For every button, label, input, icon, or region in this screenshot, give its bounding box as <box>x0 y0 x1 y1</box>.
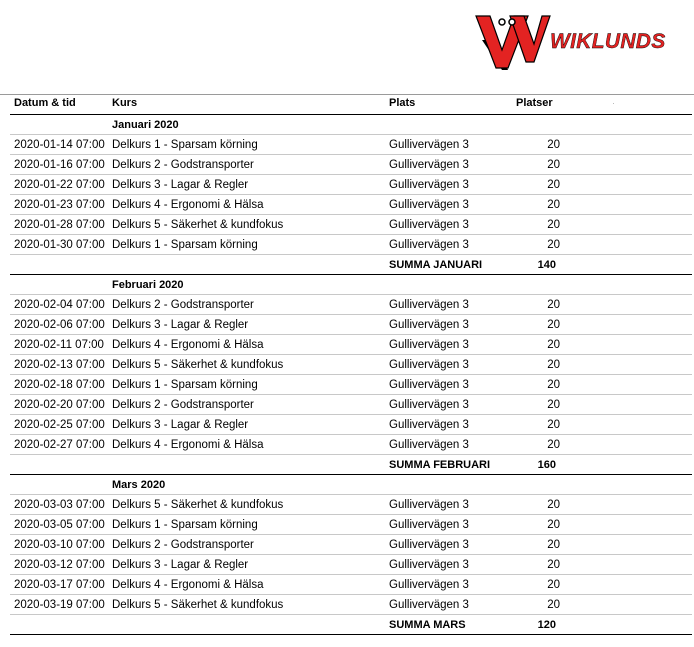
stray-mark <box>613 103 614 104</box>
table-row <box>10 595 692 615</box>
table-header-row <box>10 95 692 115</box>
row-place: Gullivervägen 3 <box>389 179 469 191</box>
table-row <box>10 335 692 355</box>
table-row <box>10 495 692 515</box>
month-title-row <box>10 475 692 495</box>
table-row <box>10 575 692 595</box>
row-date: 2020-03-10 07:00 <box>14 539 105 551</box>
row-place: Gullivervägen 3 <box>389 419 469 431</box>
row-seats: 20 <box>547 179 560 191</box>
table-row <box>10 215 692 235</box>
brand-name: WIKLUNDS <box>550 30 666 53</box>
header-seats: Platser <box>516 97 553 109</box>
row-course: Delkurs 5 - Säkerhet & kundfokus <box>112 599 284 611</box>
row-place: Gullivervägen 3 <box>389 579 469 591</box>
table-row <box>10 375 692 395</box>
row-course: Delkurs 3 - Lagar & Regler <box>112 419 249 431</box>
row-date: 2020-01-16 07:00 <box>14 159 105 171</box>
row-date: 2020-02-18 07:00 <box>14 379 105 391</box>
row-seats: 20 <box>547 539 560 551</box>
month-sum-value: 120 <box>537 619 556 631</box>
month-title-row <box>10 115 692 135</box>
row-seats: 20 <box>547 299 560 311</box>
row-course: Delkurs 1 - Sparsam körning <box>112 139 258 151</box>
table-row <box>10 415 692 435</box>
row-place: Gullivervägen 3 <box>389 599 469 611</box>
row-course: Delkurs 4 - Ergonomi & Hälsa <box>112 339 264 351</box>
table-row <box>10 435 692 455</box>
month-sum-row <box>10 255 692 275</box>
course-schedule-table <box>10 95 692 635</box>
row-date: 2020-01-30 07:00 <box>14 239 105 251</box>
month-title: Januari 2020 <box>112 119 179 131</box>
table-row <box>10 135 692 155</box>
row-course: Delkurs 3 - Lagar & Regler <box>112 319 249 331</box>
month-title: Februari 2020 <box>112 279 184 291</box>
month-sum-label: SUMMA MARS <box>389 619 466 631</box>
table-row <box>10 195 692 215</box>
table-row <box>10 295 692 315</box>
row-seats: 20 <box>547 599 560 611</box>
row-course: Delkurs 4 - Ergonomi & Hälsa <box>112 439 264 451</box>
table-row <box>10 535 692 555</box>
month-sum-value: 160 <box>537 459 556 471</box>
month-sum-label: SUMMA FEBRUARI <box>389 459 491 471</box>
row-course: Delkurs 2 - Godstransporter <box>112 159 254 171</box>
table-row <box>10 155 692 175</box>
table-row <box>10 355 692 375</box>
row-date: 2020-03-05 07:00 <box>14 519 105 531</box>
row-date: 2020-01-22 07:00 <box>14 179 105 191</box>
row-course: Delkurs 3 - Lagar & Regler <box>112 179 249 191</box>
row-place: Gullivervägen 3 <box>389 159 469 171</box>
row-date: 2020-03-03 07:00 <box>14 499 105 511</box>
table-row <box>10 555 692 575</box>
row-seats: 20 <box>547 199 560 211</box>
row-date: 2020-02-20 07:00 <box>14 399 105 411</box>
row-course: Delkurs 5 - Säkerhet & kundfokus <box>112 499 284 511</box>
month-sum-row <box>10 615 692 635</box>
row-date: 2020-02-06 07:00 <box>14 319 105 331</box>
row-seats: 20 <box>547 159 560 171</box>
row-date: 2020-01-14 07:00 <box>14 139 105 151</box>
row-course: Delkurs 4 - Ergonomi & Hälsa <box>112 579 264 591</box>
row-place: Gullivervägen 3 <box>389 219 469 231</box>
row-place: Gullivervägen 3 <box>389 359 469 371</box>
row-seats: 20 <box>547 359 560 371</box>
row-place: Gullivervägen 3 <box>389 299 469 311</box>
row-date: 2020-03-17 07:00 <box>14 579 105 591</box>
row-course: Delkurs 2 - Godstransporter <box>112 299 254 311</box>
row-date: 2020-02-04 07:00 <box>14 299 105 311</box>
row-seats: 20 <box>547 239 560 251</box>
row-date: 2020-02-25 07:00 <box>14 419 105 431</box>
row-course: Delkurs 5 - Säkerhet & kundfokus <box>112 359 284 371</box>
row-seats: 20 <box>547 499 560 511</box>
row-seats: 20 <box>547 519 560 531</box>
row-place: Gullivervägen 3 <box>389 519 469 531</box>
row-date: 2020-02-11 07:00 <box>14 339 104 351</box>
row-course: Delkurs 3 - Lagar & Regler <box>112 559 249 571</box>
row-date: 2020-01-23 07:00 <box>14 199 105 211</box>
row-date: 2020-01-28 07:00 <box>14 219 105 231</box>
month-sum-row <box>10 455 692 475</box>
row-place: Gullivervägen 3 <box>389 379 469 391</box>
row-date: 2020-02-13 07:00 <box>14 359 105 371</box>
row-course: Delkurs 4 - Ergonomi & Hälsa <box>112 199 264 211</box>
row-course: Delkurs 5 - Säkerhet & kundfokus <box>112 219 284 231</box>
table-row <box>10 395 692 415</box>
header-date: Datum & tid <box>14 97 76 109</box>
table-row <box>10 515 692 535</box>
row-place: Gullivervägen 3 <box>389 319 469 331</box>
row-seats: 20 <box>547 219 560 231</box>
row-place: Gullivervägen 3 <box>389 239 469 251</box>
row-course: Delkurs 1 - Sparsam körning <box>112 519 258 531</box>
row-seats: 20 <box>547 139 560 151</box>
row-seats: 20 <box>547 439 560 451</box>
row-place: Gullivervägen 3 <box>389 339 469 351</box>
table-row <box>10 235 692 255</box>
wiklunds-emblem-icon <box>472 12 552 74</box>
row-place: Gullivervägen 3 <box>389 499 469 511</box>
header-course: Kurs <box>112 97 138 109</box>
row-seats: 20 <box>547 379 560 391</box>
row-seats: 20 <box>547 579 560 591</box>
row-seats: 20 <box>547 399 560 411</box>
month-title: Mars 2020 <box>112 479 166 491</box>
month-sum-label: SUMMA JANUARI <box>389 259 483 271</box>
row-place: Gullivervägen 3 <box>389 559 469 571</box>
header-place: Plats <box>389 97 416 109</box>
row-place: Gullivervägen 3 <box>389 139 469 151</box>
row-date: 2020-03-12 07:00 <box>14 559 105 571</box>
row-seats: 20 <box>547 319 560 331</box>
row-course: Delkurs 1 - Sparsam körning <box>112 239 258 251</box>
row-date: 2020-03-19 07:00 <box>14 599 105 611</box>
table-row <box>10 175 692 195</box>
row-date: 2020-02-27 07:00 <box>14 439 105 451</box>
row-place: Gullivervägen 3 <box>389 399 469 411</box>
row-seats: 20 <box>547 419 560 431</box>
row-seats: 20 <box>547 339 560 351</box>
month-sum-value: 140 <box>537 259 556 271</box>
row-course: Delkurs 1 - Sparsam körning <box>112 379 258 391</box>
row-place: Gullivervägen 3 <box>389 199 469 211</box>
row-place: Gullivervägen 3 <box>389 539 469 551</box>
row-course: Delkurs 2 - Godstransporter <box>112 539 254 551</box>
row-course: Delkurs 2 - Godstransporter <box>112 399 254 411</box>
row-place: Gullivervägen 3 <box>389 439 469 451</box>
month-title-row <box>10 275 692 295</box>
wiklunds-logo <box>472 12 672 74</box>
row-seats: 20 <box>547 559 560 571</box>
table-row <box>10 315 692 335</box>
